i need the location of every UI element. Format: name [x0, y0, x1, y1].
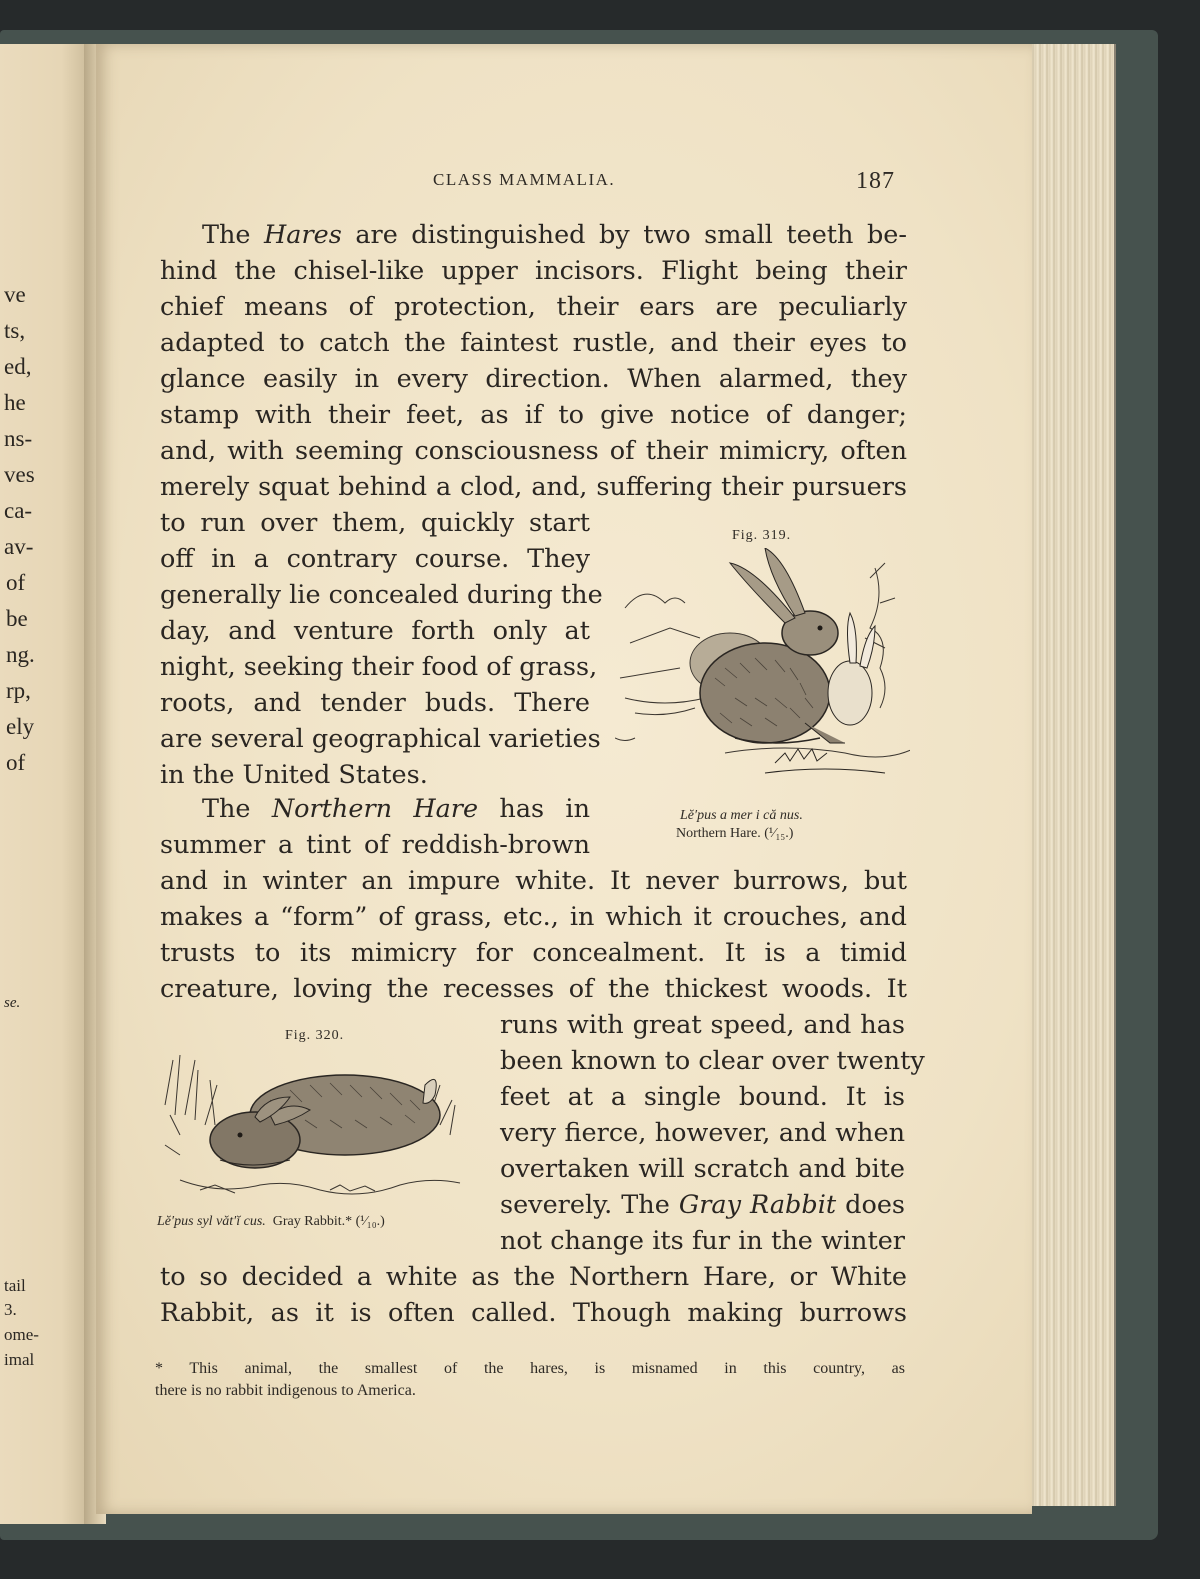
left-page-fragment: ed, — [4, 354, 32, 379]
left-page-fragment: av- — [4, 534, 34, 559]
left-page-fragment: ve — [4, 282, 26, 307]
fig-319-caption-latin: Lĕ′pus a mer i că nus. — [680, 808, 803, 823]
body-line: The Hares are distinguished by two small teeth be- — [202, 220, 907, 250]
fig-319-caption-common: Northern Hare. (¹⁄₁₅.) — [676, 826, 794, 841]
body-line: severely. The Gray Rabbit does — [500, 1190, 905, 1220]
body-line: been known to clear over twenty — [500, 1046, 925, 1076]
left-page-fragment: he — [4, 390, 26, 415]
body-line: in the United States. — [160, 760, 428, 790]
left-page-fragment: ely — [6, 714, 35, 739]
left-page-fragment: ns- — [4, 426, 33, 451]
body-line: and in winter an impure white. It never burrows, but — [160, 866, 907, 896]
body-line: makes a “form” of grass, etc., in which it crouches, and — [160, 902, 907, 932]
page-edges — [1028, 44, 1116, 1506]
left-page-fragment: 3. — [4, 1300, 17, 1319]
left-page-fragment: ca- — [4, 498, 33, 523]
fig-320-caption: Lĕ′pus syl văt′ĭ cus. Gray Rabbit.* (¹⁄₁₀.) — [157, 1214, 385, 1229]
left-page-fragment: of — [6, 570, 26, 595]
page-number: 187 — [856, 168, 895, 194]
body-line: trusts to its mimicry for concealment. It is a timid — [160, 938, 907, 968]
body-line: adapted to catch the faintest rustle, and their eyes to — [160, 328, 907, 358]
left-page-fragment: of — [6, 750, 26, 775]
running-head: CLASS MAMMALIA. — [433, 170, 616, 189]
body-line: very fierce, however, and when — [500, 1118, 905, 1148]
left-page-fragment: imal — [4, 1350, 35, 1369]
left-page-fragment: ome- — [4, 1325, 39, 1344]
footnote-line-2: there is no rabbit indigenous to America. — [155, 1382, 416, 1399]
body-line: roots, and tender buds. There — [160, 688, 590, 718]
northern-hare-illustration — [615, 548, 910, 798]
body-line: The Northern Hare has in — [202, 794, 590, 824]
body-line: stamp with their feet, as if to give notice of danger; — [160, 400, 907, 430]
left-page-fragment: tail — [4, 1276, 26, 1295]
left-page — [0, 44, 88, 1524]
body-line: Rabbit, as it is often called. Though making burrows — [160, 1298, 907, 1328]
body-line: hind the chisel-like upper incisors. Flight being their — [160, 256, 907, 286]
body-line: feet at a single bound. It is — [500, 1082, 905, 1112]
left-page-fragment: rp, — [6, 678, 31, 703]
left-page-fragment: ts, — [4, 318, 26, 343]
body-line: summer a tint of reddish-brown — [160, 830, 590, 860]
gray-rabbit-illustration — [160, 1045, 470, 1205]
body-line: glance easily in every direction. When alarmed, they — [160, 364, 907, 394]
body-line: day, and venture forth only at — [160, 616, 590, 646]
body-line: chief means of protection, their ears are peculiarly — [160, 292, 907, 322]
body-line: overtaken will scratch and bite — [500, 1154, 905, 1184]
left-page-fragment: ves — [4, 462, 35, 487]
body-line: off in a contrary course. They — [160, 544, 590, 574]
footnote-line-1: * This animal, the smallest of the hares, is misnamed in this country, as — [155, 1360, 905, 1377]
fig-320-label: Fig. 320. — [285, 1028, 345, 1043]
body-line: creature, loving the recesses of the thickest woods. It — [160, 974, 907, 1004]
left-page-fragment: se. — [4, 995, 21, 1011]
left-page-fragment: be — [6, 606, 28, 631]
body-line: are several geographical varieties — [160, 724, 601, 754]
body-line: runs with great speed, and has — [500, 1010, 905, 1040]
body-line: generally lie concealed during the — [160, 580, 603, 610]
body-line: to so decided a white as the Northern Hare, or White — [160, 1262, 907, 1292]
body-line: to run over them, quickly start — [160, 508, 590, 538]
fig-319-label: Fig. 319. — [732, 528, 792, 543]
body-line: and, with seeming consciousness of their mimicry, often — [160, 436, 907, 466]
body-line: not change its fur in the winter — [500, 1226, 905, 1256]
left-page-fragment: ng. — [6, 642, 35, 667]
body-line: night, seeking their food of grass, — [160, 652, 598, 682]
body-line: merely squat behind a clod, and, suffering their pursuers — [160, 472, 907, 502]
